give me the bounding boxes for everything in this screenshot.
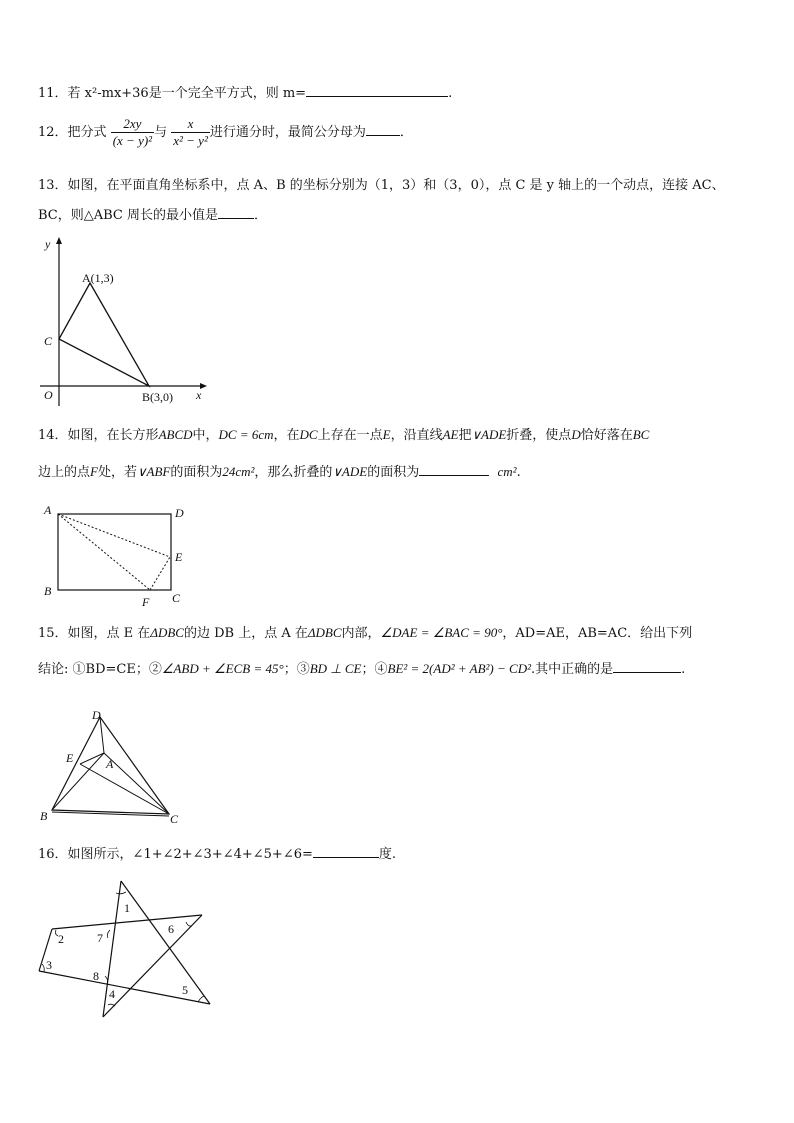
question-13-line-1 [38, 177, 725, 195]
q14-text: 24cm² [222, 464, 255, 479]
q15-point-C: C [170, 812, 179, 826]
q14-end: . [516, 465, 521, 480]
q12-end: ． [399, 125, 413, 140]
q15-text: 结论: ①BD=CE；② [38, 662, 162, 677]
question-16 [38, 845, 396, 864]
q15-point-E: E [66, 751, 74, 765]
q14-rectangle-figure [38, 502, 198, 607]
q13-line1: 如图，在平面直角坐标系中，点 A、B 的坐标分别为（1，3）和（3，0），点 C 是 y 轴上的一个动点，连接 AC、 [67, 178, 725, 193]
q14-text: ∨ABF [136, 464, 171, 479]
q14-text: BC [632, 427, 650, 442]
q14-text: D [571, 427, 581, 442]
q14-text: ∨ADE [471, 427, 507, 442]
q15-answer-blank[interactable] [613, 660, 681, 673]
q16-text: 如图所示，∠1+∠2+∠3+∠4+∠5+∠6= [67, 847, 313, 862]
q11-number: 11． [38, 86, 68, 101]
q15-number: 15． [38, 626, 68, 641]
q14-text: 恰好落在 [580, 428, 633, 443]
q15-text: ΔDBC [150, 625, 184, 640]
q16-angle-7: 7 [97, 931, 103, 945]
q14-number: 14． [38, 428, 68, 443]
q12-mid: 与 [154, 125, 168, 140]
q11-end: . [448, 86, 453, 101]
q14-text: ∨ADE [332, 464, 368, 479]
q13-point-A: A(1,3) [82, 271, 114, 285]
q14-point-C: C [172, 591, 181, 605]
q14-text: E [382, 427, 391, 442]
q16-angle-1: 1 [124, 901, 130, 915]
q13-end: ． [254, 208, 268, 223]
q14-answer-blank[interactable] [419, 463, 489, 476]
q14-text: F [90, 464, 98, 479]
q14-text: DC = 6cm [218, 427, 274, 442]
q15-text: ；③ [283, 662, 310, 677]
q16-angle-3: 3 [46, 958, 52, 972]
question-15-line-1 [38, 624, 692, 643]
q12-fraction-1: $\frac{2xy}{\text{(x − y)²}}$ [112, 116, 153, 148]
q12-pre: 把分式 [67, 125, 107, 140]
question-14-line-2 [38, 463, 521, 482]
q13-y-label: y [45, 237, 51, 251]
q14-text: 的面积为 [367, 465, 420, 480]
q11-answer-blank[interactable] [306, 84, 448, 97]
q15-text: ∠DAE = ∠BAC = 90° [380, 625, 503, 640]
q13-x-label: x [196, 388, 202, 402]
q16-angle-4: 4 [109, 987, 115, 1001]
q15-text: 如图，点 E 在 [67, 626, 151, 641]
q14-text: 中， [192, 428, 219, 443]
q14-point-E: E [175, 550, 183, 564]
q15-text: ，AD=AE，AB=AC．给出下列 [502, 626, 693, 641]
q16-answer-blank[interactable] [313, 845, 379, 858]
q14-text: AE [442, 427, 459, 442]
q14-text: 上存在一点 [317, 428, 383, 443]
q13-line2: BC，则△ABC 周长的最小值是 [38, 208, 219, 223]
q15-text: BD ⊥ CE [309, 661, 362, 676]
q12-number: 12． [38, 125, 68, 140]
q14-point-A: A [44, 503, 52, 517]
q13-point-B: B(3,0) [142, 390, 173, 404]
q14-point-B: B [44, 584, 52, 598]
question-15-line-2 [38, 660, 685, 679]
q14-text: 如图，在长方形 [67, 428, 159, 443]
q15-end: . [681, 662, 686, 677]
q14-text: 折叠，使点 [506, 428, 572, 443]
q14-point-F: F [142, 595, 150, 609]
q12-fraction-2: $\frac{x}{\text{x² − y²}}$ [173, 116, 208, 148]
q14-text: ，沿直线 [390, 428, 443, 443]
q16-angle-8: 8 [93, 969, 99, 983]
q16-angles-figure [30, 872, 220, 1027]
q13-origin-O: O [44, 388, 53, 402]
q14-text: 的面积为 [170, 465, 223, 480]
q12-answer-blank[interactable] [366, 123, 400, 136]
q14-text: 把 [458, 428, 472, 443]
q14-text: ，在 [273, 428, 300, 443]
q16-angle-2: 2 [58, 932, 64, 946]
q15-point-D: D [92, 708, 101, 722]
q14-unit: cm² [497, 464, 517, 479]
q15-text: 的边 DB 上，点 A 在 [183, 626, 308, 641]
q14-point-D: D [175, 506, 184, 520]
question-13-line-2 [38, 206, 267, 225]
question-14-line-1 [38, 426, 649, 445]
q15-text: BE² = 2(AD² + AB²) − CD² [387, 661, 531, 676]
q12-post: 进行通分时，最简公分母为 [209, 125, 366, 140]
q13-answer-blank[interactable] [218, 206, 254, 219]
q15-point-A: A [106, 757, 114, 771]
q11-text: 若 x²-mx+36是一个完全平方式，则 m= [67, 86, 307, 101]
q16-number: 16． [38, 847, 68, 862]
q16-angle-5: 5 [182, 983, 188, 997]
q16-end: 度. [378, 847, 397, 862]
q15-text: ；④ [361, 662, 388, 677]
q13-number: 13． [38, 178, 68, 193]
q13-point-C: C [44, 334, 53, 348]
q14-text: ，那么折叠的 [254, 465, 333, 480]
q13-coordinate-figure [30, 236, 210, 411]
q14-text: 处，若 [97, 465, 137, 480]
q14-text: DC [299, 427, 318, 442]
q14-text: 边上的点 [38, 465, 91, 480]
q15-triangle-figure [38, 704, 188, 829]
q15-point-B: B [40, 809, 48, 823]
q15-text: ΔDBC [307, 625, 342, 640]
q15-text: .其中正确的是 [530, 662, 614, 677]
question-11 [38, 84, 452, 103]
q14-text: ABCD [158, 427, 193, 442]
q16-angle-6: 6 [168, 922, 174, 936]
q15-text: 内部， [341, 626, 381, 641]
question-12 [38, 116, 413, 149]
q15-text: ∠ABD + ∠ECB = 45° [161, 661, 284, 676]
